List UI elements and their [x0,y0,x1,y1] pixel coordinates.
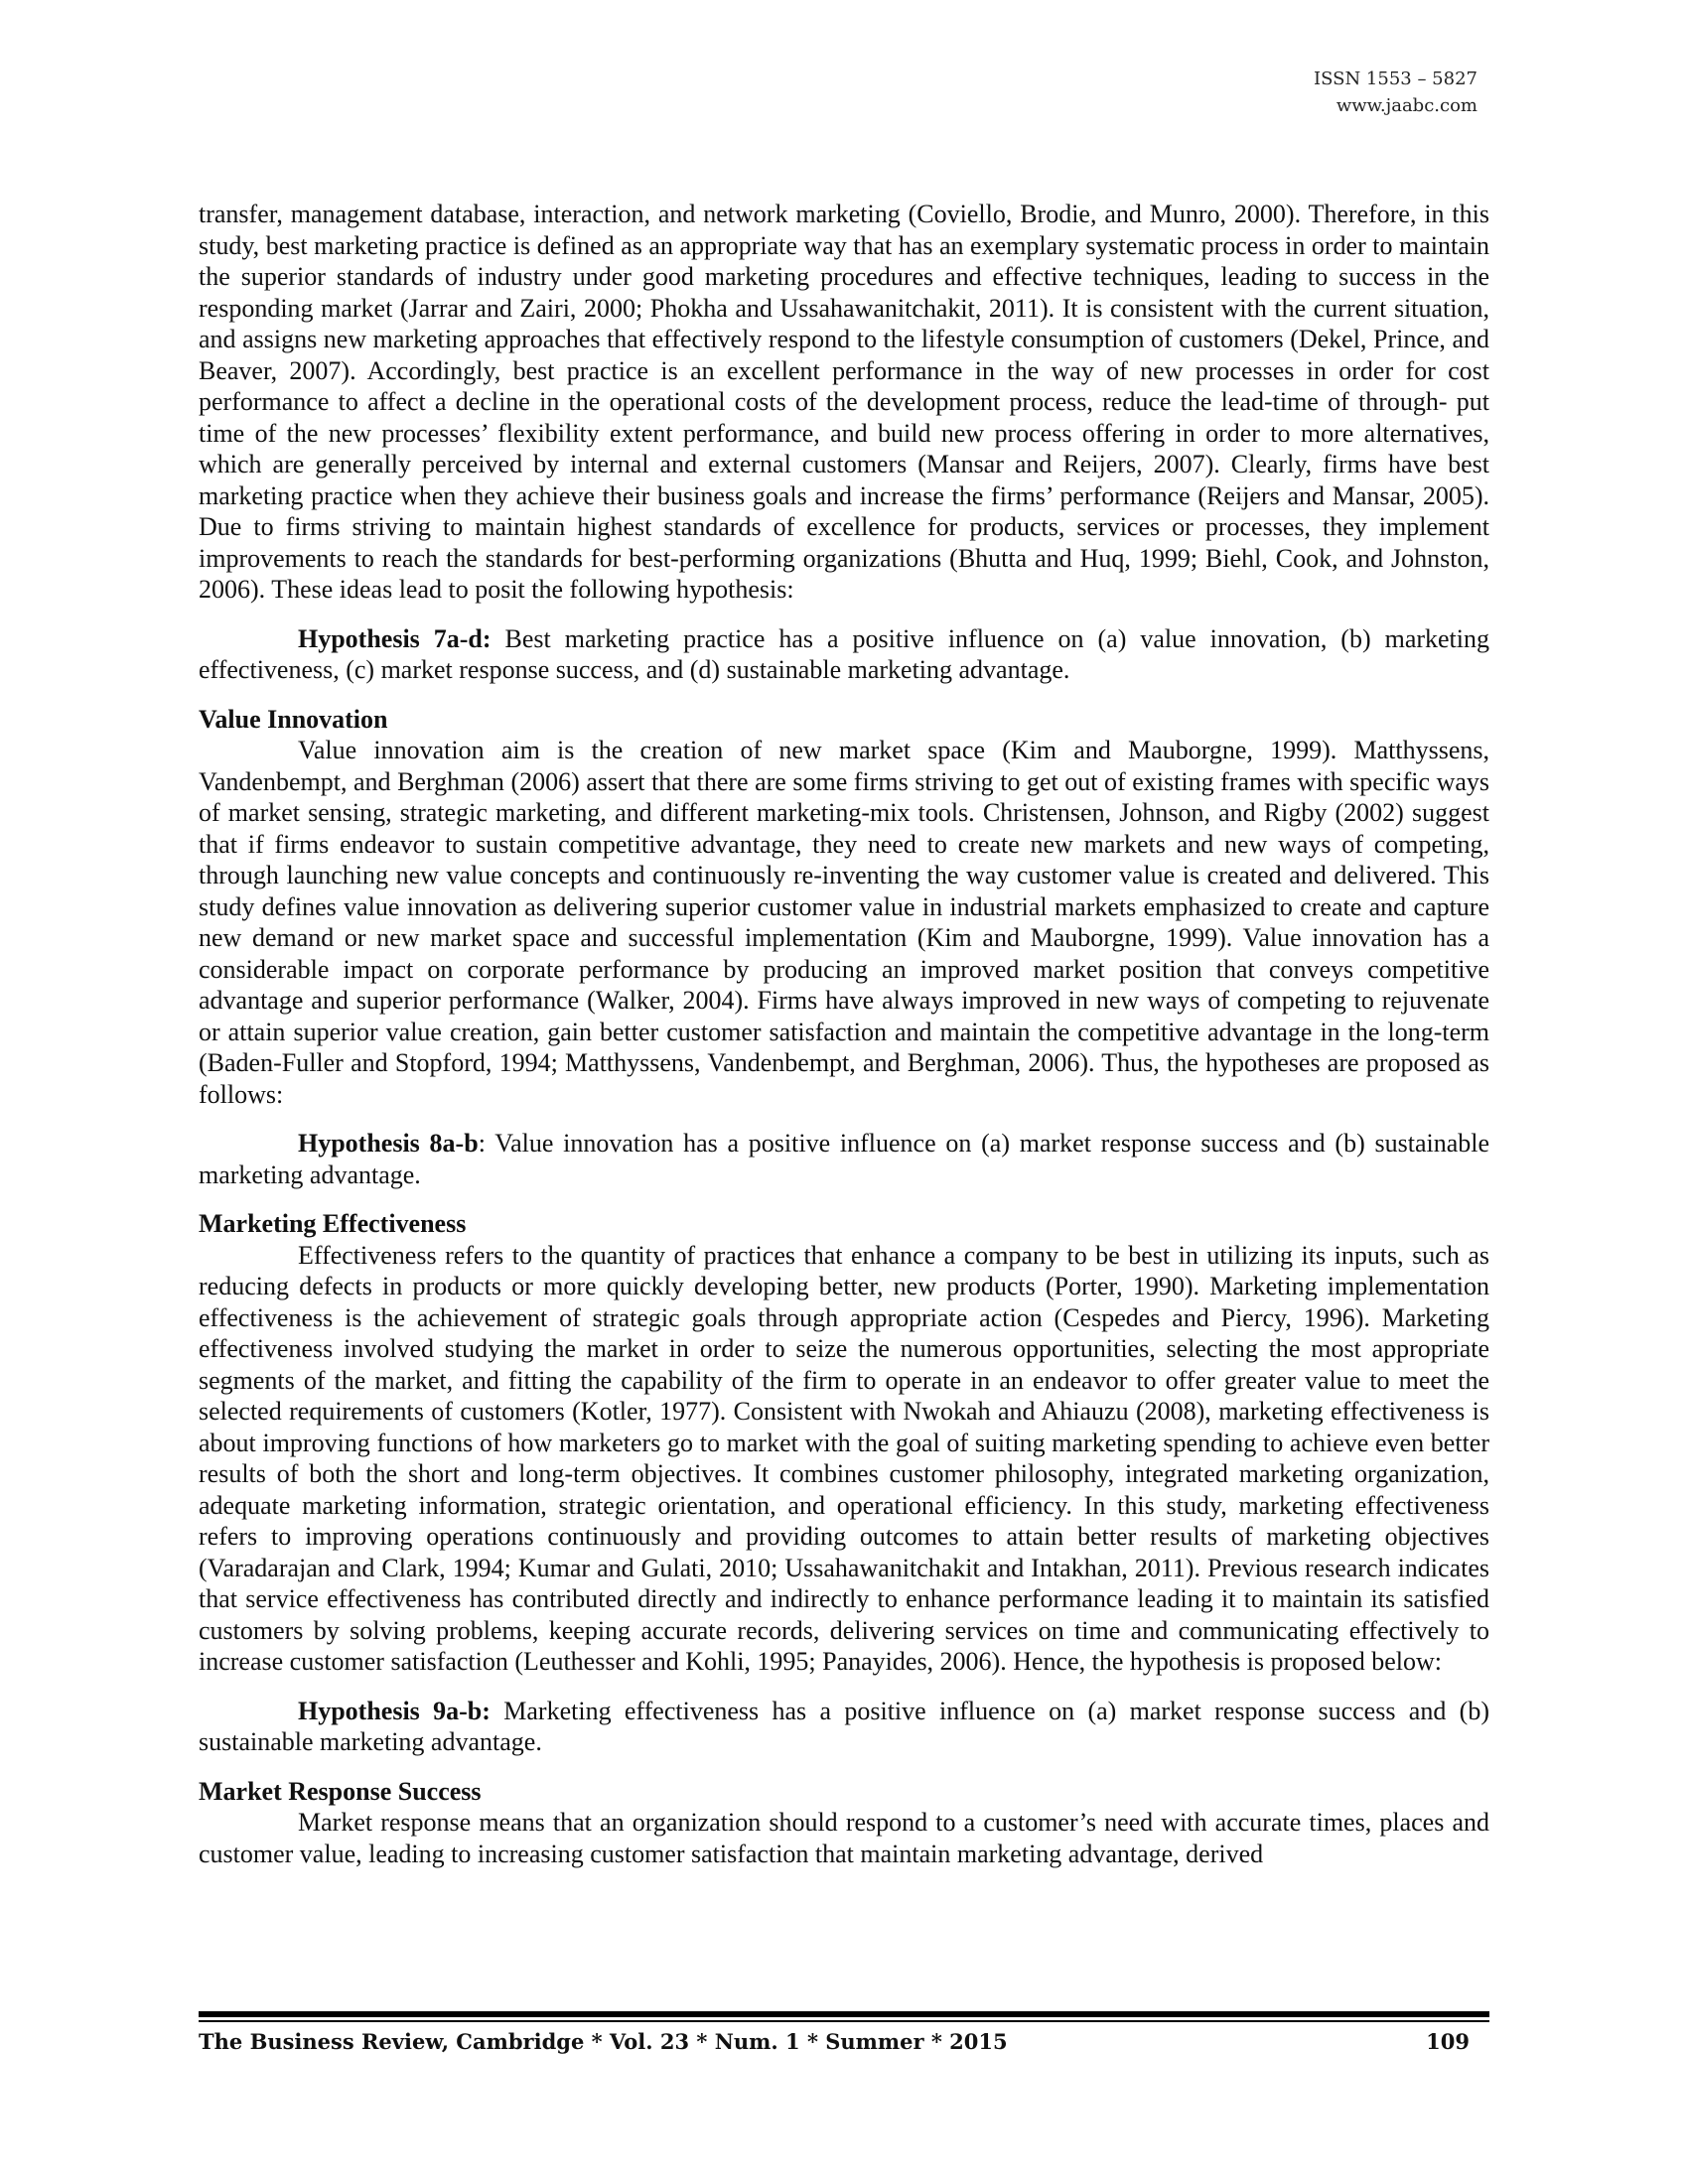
hypothesis-8-text: : Value innovation has a positive influence on (a) market response success and (b) sustainable marketing advantage. [199,1129,1490,1189]
hypothesis-7-label: Hypothesis 7a-d: [298,623,492,653]
issn-text: ISSN 1553 – 5827 [1314,68,1477,89]
paragraph-marketing-effectiveness: Effectiveness refers to the quantity of practices that enhance a company to be best in utilizing its inputs, such as reducing defects in products or more quickly developing better, new products (Porter, 1990). Marketing implementation effectiveness is the achievement of strategic goals through appropriate action (Cespedes and Piercy, 1996). Marketing effectiveness involved studying the market in order to seize the numerous opportunities, selecting the most appropriate segments of the market, and fitting the capability of the firm to operate in an endeavor to offer greater value to meet the selected requirements of customers (Kotler, 1977). Consistent with Nwokah and Ahiauzu (2008), marketing effectiveness is about improving functions of how marketers go to market with the goal of suiting marketing spending to achieve even better results of both the short and long-term objectives. It combines customer philosophy, integrated marketing organization, adequate marketing information, strategic orientation, and operational efficiency. In this study, marketing effectiveness refers to improving operations continuously and providing outcomes to attain better results of marketing objectives (Varadarajan and Clark, 1994; Kumar and Gulati, 2010; Ussahawanitchakit and Intakhan, 2011). Previous research indicates that service effectiveness has contributed directly and indirectly to enhance performance leading it to maintain its satisfied customers by solving problems, keeping accurate records, delivering services on time and communicating effectively to increase customer satisfaction (Leuthesser and Kohli, 1995; Panayides, 2006). Hence, the hypothesis is proposed below: [199,1240,1489,1676]
hypothesis-8 [199,1128,1489,1190]
hypothesis-9-text: Marketing effectiveness has a positive influence on (a) market response success and (b) sustainable marketing advantage. [199,1696,1489,1756]
website-text: www.jaabc.com [1336,95,1477,116]
hypothesis-7-text: Best marketing practice has a positive influence on (a) value innovation, (b) marketing effectiveness, (c) market response success, and (d) sustainable marketing advantage. [199,623,1490,684]
section-heading-marketing-effectiveness: Marketing Effectiveness [199,1209,467,1238]
hypothesis-8-label: Hypothesis 8a-b [298,1129,479,1158]
footer-rule-thick [199,2011,1489,2017]
paragraph-best-practice: transfer, management database, interaction, and network marketing (Coviello, Brodie, and Munro, 2000). Therefore, in this study, best marketing practice is defined as an appropriate way that has an exemplary systematic process in order to maintain the superior standards of industry under good marketing procedures and effective techniques, leading to success in the responding market (Jarrar and Zairi, 2000; Phokha and Ussahawanitchakit, 2011). It is consistent with the current situation, and assigns new marketing approaches that effectively respond to the lifestyle consumption of customers (Dekel, Prince, and Beaver, 2007). Accordingly, best practice is an excellent performance in the way of new processes in order for cost performance to affect a decline in the operational costs of the development process, reduce the lead-time of through- put time of the new processes’ flexibility extent performance, and build new process offering in order to more alternatives, which are generally perceived by internal and external customers (Mansar and Reijers, 2007). Clearly, firms have best marketing practice when they achieve their business goals and increase the firms’ performance (Reijers and Mansar, 2005). Due to firms striving to maintain highest standards of excellence for products, services or processes, they implement improvements to reach the standards for best-performing organizations (Bhutta and Huq, 1999; Biehl, Cook, and Johnston, 2006). These ideas lead to posit the following hypothesis: [199,200,1489,604]
journal-citation: The Business Review, Cambridge * Vol. 23 * Num. 1 * Summer * 2015 [199,2029,1008,2054]
article-body [199,199,1489,1869]
running-footer [199,2029,1489,2059]
hypothesis-9-label: Hypothesis 9a-b: [298,1696,491,1725]
section-heading-market-response: Market Response Success [199,1776,482,1806]
hypothesis-7 [199,623,1489,686]
paragraph-value-innovation: Value innovation aim is the creation of new market space (Kim and Mauborgne, 1999). Matthyssens, Vandenbempt, and Berghman (2006) assert that there are some firms striving to get out of existing frames with specific ways of market sensing, strategic marketing, and different marketing-mix tools. Christensen, Johnson, and Rigby (2002) suggest that if firms endeavor to sustain competitive advantage, they need to create new markets and new ways of competing, through launching new value concepts and continuously re-inventing the way customer value is created and delivered. This study defines value innovation as delivering superior customer value in industrial markets emphasized to create and capture new demand or new market space and successful implementation (Kim and Mauborgne, 1999). Value innovation has a considerable impact on corporate performance by producing an improved market position that conveys competitive advantage and superior performance (Walker, 2004). Firms have always improved in new ways of competing to rejuvenate or attain superior value creation, gain better customer satisfaction and maintain the competitive advantage in the long-term (Baden-Fuller and Stopford, 1994; Matthyssens, Vandenbempt, and Berghman, 2006). Thus, the hypotheses are proposed as follows: [199,736,1489,1109]
hypothesis-9 [199,1696,1489,1758]
section-heading-value-innovation: Value Innovation [199,704,388,734]
page-number: 109 [1426,2029,1470,2054]
paragraph-market-response: Market response means that an organization should respond to a customer’s need with accurate times, places and customer value, leading to increasing customer satisfaction that maintain marketing advantage, derived [199,1808,1489,1868]
footer-rule-thin [199,2020,1489,2022]
running-header [1314,66,1477,119]
